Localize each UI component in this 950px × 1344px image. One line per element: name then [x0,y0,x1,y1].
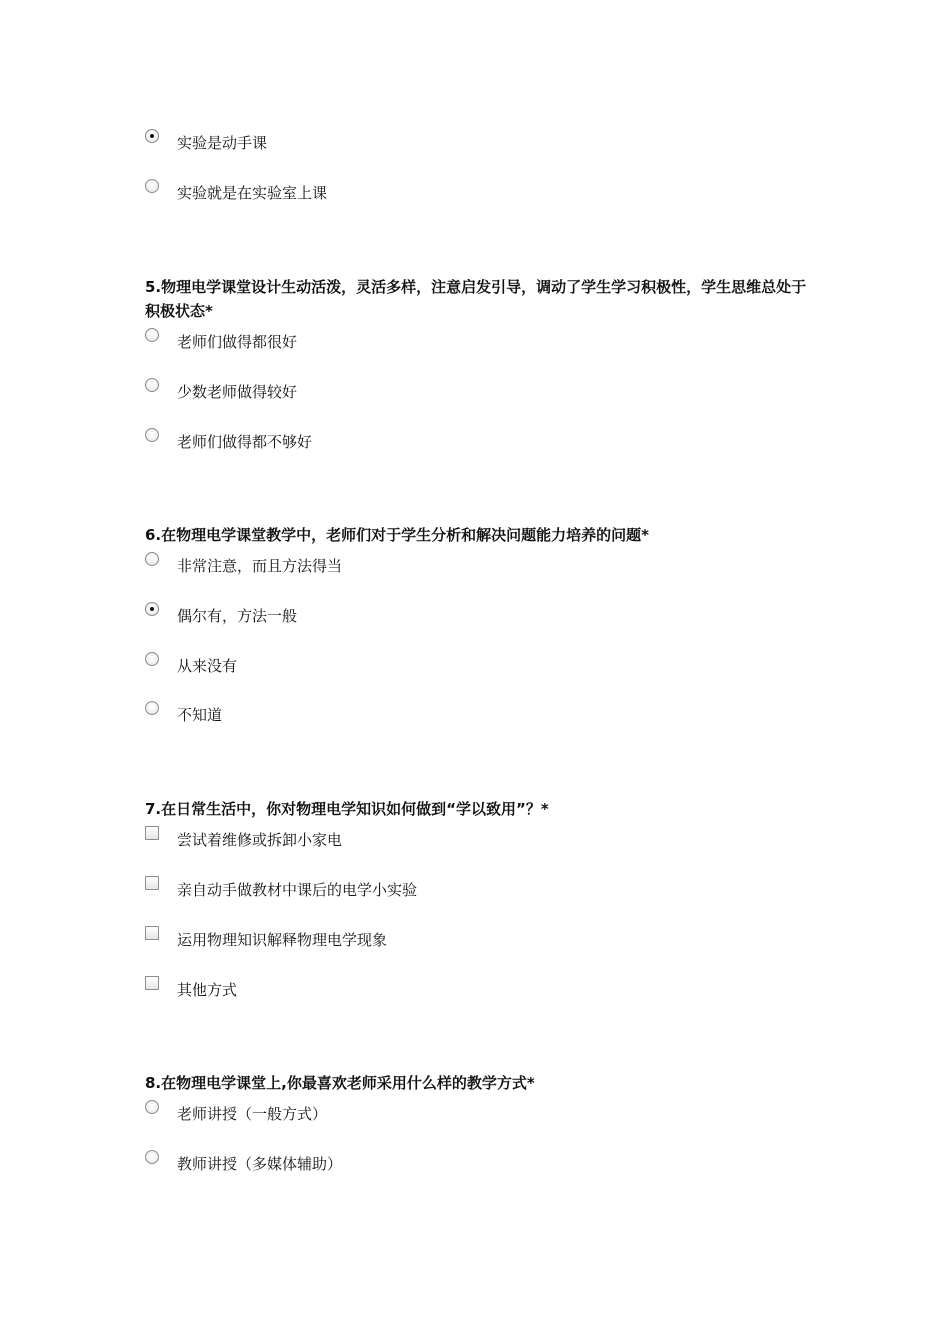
radio-button[interactable] [145,328,159,342]
option-label: 老师讲授（一般方式） [177,1105,328,1123]
option-label: 其他方式 [177,981,238,999]
option-label: 实验就是在实验室上课 [177,184,328,202]
radio-button[interactable] [145,652,159,666]
radio-button[interactable] [145,1150,159,1164]
option[interactable] [145,876,745,906]
question-title: 7.在日常生活中，你对物理电学知识如何做到“学以致用”？* [145,800,549,818]
question-title: 5.物理电学课堂设计生动活泼，灵活多样，注意启发引导，调动了学生学习积极性，学生思维总处于积极状态* [145,278,807,320]
option-label: 老师们做得都很好 [177,333,298,351]
radio-button[interactable] [145,701,159,715]
option-label: 亲自动手做教材中课后的电学小实验 [177,881,418,899]
option-label: 不知道 [177,706,223,724]
option-label: 教师讲授（多媒体辅助） [177,1155,343,1173]
checkbox[interactable] [145,826,159,840]
option-label: 从来没有 [177,657,238,675]
radio-button[interactable] [145,378,159,392]
option[interactable] [145,1150,745,1180]
radio-button[interactable] [145,179,159,193]
option[interactable] [145,428,745,458]
option[interactable] [145,552,745,582]
option-label: 偶尔有，方法一般 [177,607,298,625]
option[interactable] [145,701,745,731]
option-label: 运用物理知识解释物理电学现象 [177,931,388,949]
question-title: 6.在物理电学课堂教学中，老师们对于学生分析和解决问题能力培养的问题* [145,526,649,544]
option[interactable] [145,826,745,856]
option[interactable] [145,976,745,1006]
radio-button[interactable] [145,1100,159,1114]
option[interactable] [145,1100,745,1130]
radio-button-selected[interactable] [145,602,159,616]
radio-button[interactable] [145,428,159,442]
option-label: 少数老师做得较好 [177,383,298,401]
option-label: 实验是动手课 [177,134,268,152]
option[interactable] [145,129,745,159]
checkbox[interactable] [145,876,159,890]
question-title: 8.在物理电学课堂上,你最喜欢老师采用什么样的教学方式* [145,1074,535,1092]
option[interactable] [145,378,745,408]
option-label: 尝试着维修或拆卸小家电 [177,831,343,849]
option[interactable] [145,602,745,632]
radio-button[interactable] [145,552,159,566]
option[interactable] [145,652,745,682]
radio-button-selected[interactable] [145,129,159,143]
option-label: 非常注意，而且方法得当 [177,557,343,575]
option[interactable] [145,328,745,358]
checkbox[interactable] [145,926,159,940]
option-label: 老师们做得都不够好 [177,433,313,451]
checkbox[interactable] [145,976,159,990]
option[interactable] [145,926,745,956]
option[interactable] [145,179,745,209]
